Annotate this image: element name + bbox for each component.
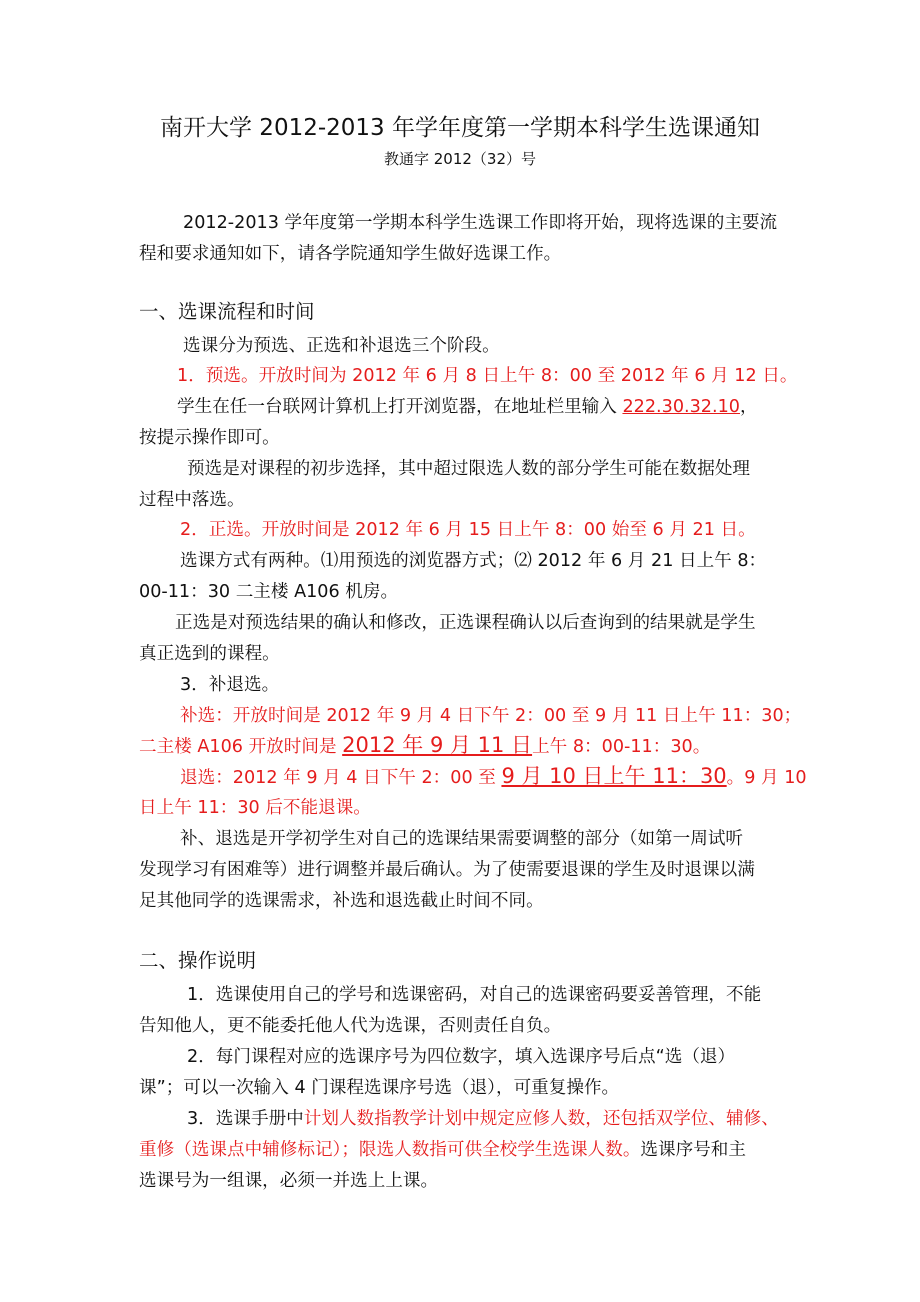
add-drop-heading: 3．补退选。 — [180, 675, 280, 695]
add-drop-desc-3: 足其他同学的选课需求，补选和退选截止时间不同。 — [139, 891, 544, 911]
formal-ways-1: 选课方式有两种。⑴用预选的浏览器方式；⑵ 2012 年 6 月 21 日上午 8： — [180, 551, 767, 571]
add-date-emphasis: 2012 年 9 月 11 日 — [342, 733, 533, 757]
pre-selection-instruction-2: 按提示操作即可。 — [139, 428, 280, 448]
section-2-heading: 二、操作说明 — [139, 949, 257, 972]
operation-item-3a — [187, 1106, 779, 1132]
drop-selection-line-1 — [180, 763, 807, 791]
intro-line-2: 程和要求通知如下，请各学院通知学生做好选课工作。 — [139, 244, 562, 264]
drop-deadline-emphasis: 9 月 10 日上午 11：30 — [501, 764, 727, 788]
operation-item-1b: 告知他人，更不能委托他人代为选课，否则责任自负。 — [139, 1016, 562, 1036]
operation-item-3c: 选课号为一组课，必须一并选上上课。 — [139, 1171, 439, 1191]
pre-selection-desc-1: 预选是对课程的初步选择，其中超过限选人数的部分学生可能在数据处理 — [187, 459, 751, 479]
formal-desc-2: 真正选到的课程。 — [139, 644, 280, 664]
drop-selection-line-2: 日上午 11：30 后不能退课。 — [139, 798, 371, 818]
add-location-text: 二主楼 A106 开放时间是 — [139, 737, 343, 757]
intro-line-1: 2012-2013 学年度第一学期本科学生选课工作即将开始，现将选课的主要流 — [183, 213, 778, 233]
limit-count-definition: 重修（选课点中辅修标记）；限选人数指可供全校学生选课人数。 — [139, 1140, 641, 1160]
formal-ways-2: 00-11：30 二主楼 A106 机房。 — [139, 582, 399, 602]
add-time-text: 上午 8：00-11：30。 — [532, 737, 711, 757]
formal-desc-1: 正选是对预选结果的确认和修改，正选课程确认以后查询到的结果就是学生 — [175, 613, 756, 633]
pre-selection-desc-2: 过程中落选。 — [139, 490, 245, 510]
add-selection-line-2 — [139, 732, 710, 760]
page-title: 南开大学 2012-2013 年学年度第一学期本科学生选课通知 — [160, 115, 760, 141]
operation-item-2b: 课”；可以一次输入 4 门课程选课序号选（退），可重复操作。 — [139, 1078, 620, 1098]
instruction-text: 学生在任一台联网计算机上打开浏览器，在地址栏里输入 — [177, 397, 623, 417]
document-number: 教通字 2012（32）号 — [383, 150, 537, 168]
operation-item-3b — [139, 1137, 746, 1163]
address-link[interactable]: 222.30.32.10 — [622, 397, 740, 417]
operation-item-2a: 2．每门课程对应的选课序号为四位数字，填入选课序号后点“选（退） — [187, 1047, 736, 1067]
planned-count-definition: 计划人数指教学计划中规定应修人数，还包括双学位、辅修、 — [303, 1109, 779, 1129]
pre-selection-heading: 1．预选。开放时间为 2012 年 6 月 8 日上午 8：00 至 2012 年 6 月 12 日。 — [177, 366, 798, 386]
operation-item-1a: 1．选课使用自己的学号和选课密码，对自己的选课密码要妥善管理，不能 — [187, 985, 762, 1005]
item-3-continuation: 选课序号和主 — [640, 1140, 746, 1160]
stages-text: 选课分为预选、正选和补退选三个阶段。 — [183, 336, 500, 356]
add-selection-line-1: 补选：开放时间是 2012 年 9 月 4 日下午 2：00 至 9 月 11 日上午 11：30； — [180, 706, 802, 726]
item-3-prefix: 3．选课手册中 — [187, 1109, 304, 1129]
drop-start-text: 退选：2012 年 9 月 4 日下午 2：00 至 — [180, 768, 502, 788]
section-1-heading: 一、选课流程和时间 — [139, 300, 315, 323]
formal-selection-heading: 2．正选。开放时间是 2012 年 6 月 15 日上午 8：00 始至 6 月 21 日。 — [180, 520, 756, 540]
drop-end-text: 。9 月 10 — [726, 768, 807, 788]
add-drop-desc-2: 发现学习有困难等）进行调整并最后确认。为了使需要退课的学生及时退课以满 — [139, 860, 755, 880]
pre-selection-instruction — [177, 394, 758, 420]
instruction-comma: ， — [739, 397, 758, 417]
add-drop-desc-1: 补、退选是开学初学生对自己的选课结果需要调整的部分（如第一周试听 — [180, 829, 744, 849]
